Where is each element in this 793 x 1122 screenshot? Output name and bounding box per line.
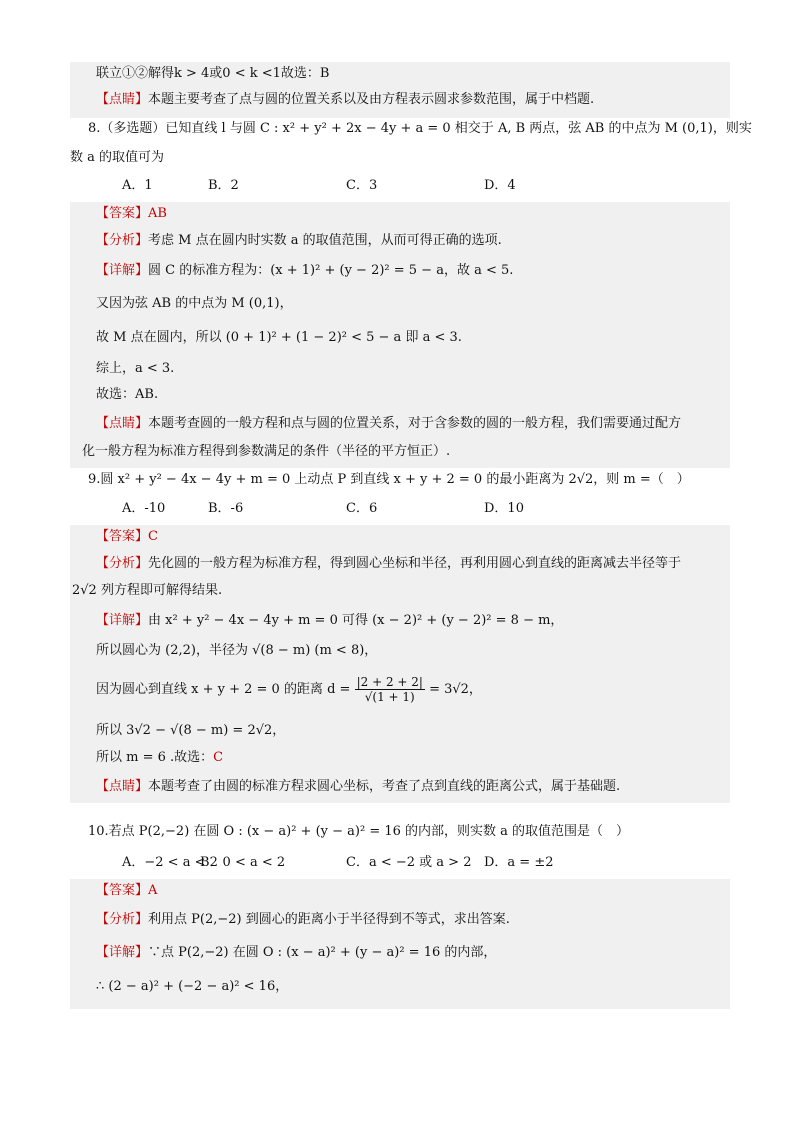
- q8-comment-line1: [96, 414, 681, 434]
- q8-detail-line5: 故选：AB.: [96, 387, 159, 402]
- q9-distance-text: 因为圆心到直线 x + y + 2 = 0 的距离 d =: [96, 682, 351, 697]
- analysis-tag: 【分析】: [96, 233, 149, 248]
- q9-analysis-line2: 2√2 列方程即可解得结果.: [72, 583, 223, 598]
- solve-conclusion: 联立①②解得k > 4或0 < k <1故选：B: [96, 66, 330, 81]
- q10-option-a: A．−2 < a < 2: [122, 855, 218, 870]
- q8-detail-line1: [96, 261, 513, 281]
- comment-tag: 【点睛】: [96, 779, 149, 794]
- prev-solution-block: [70, 62, 730, 118]
- q9-stem: 9.圆 x² + y² − 4x − 4y + m = 0 上动点 P 到直线 x + y + 2 = 0 的最小距离为 2√2，则 m =（ ）: [88, 472, 690, 487]
- q9-solution-block: [70, 525, 730, 803]
- answer-tag: 【答案】: [96, 206, 149, 221]
- q9-conclusion-answer: C: [213, 750, 224, 765]
- analysis-tag: 【分析】: [96, 912, 149, 927]
- detail-tag: 【详解】: [96, 945, 149, 960]
- q10-analysis-line: [96, 910, 510, 930]
- detail-tag: 【详解】: [96, 263, 149, 278]
- q8-detail-line2: 又因为弦 AB 的中点为 M (0,1)，: [96, 296, 293, 311]
- q9-detail-1: 由 x² + y² − 4x − 4y + m = 0 可得 (x − 2)² + (y − 2)² = 8 − m，: [148, 613, 564, 628]
- q8-option-a: A．1: [122, 178, 153, 193]
- q8-detail-line4: 综上，a < 3.: [96, 361, 175, 376]
- q8-comment-line2: 化一般方程为标准方程得到参数满足的条件（半径的平方恒正）.: [82, 444, 451, 459]
- comment-line: [96, 90, 594, 110]
- q10-detail-1: ∵点 P(2,−2) 在圆 O : (x − a)² + (y − a)² = 16 的内部，: [148, 945, 497, 960]
- fraction-numerator: |2 + 2 + 2|: [356, 675, 423, 689]
- q9-option-a: A．-10: [122, 501, 166, 516]
- q10-analysis: 利用点 P(2,−2) 到圆心的距离小于半径得到不等式，求出答案.: [148, 912, 510, 927]
- q9-option-d: D．10: [484, 501, 524, 516]
- q10-stem: 10.若点 P(2,−2) 在圆 O : (x − a)² + (y − a)² = 16 的内部，则实数 a 的取值范围是（ ）: [88, 824, 630, 839]
- q9-analysis-1: 先化圆的一般方程为标准方程，得到圆心坐标和半径，再利用圆心到直线的距离减去半径等于: [148, 556, 682, 571]
- answer-tag: 【答案】: [96, 529, 149, 544]
- q9-distance-result: = 3√2，: [429, 682, 482, 697]
- q10-option-d: D．a = ±2: [484, 855, 554, 870]
- q8-stem-line2: 数 a 的取值可为: [70, 150, 165, 165]
- q8-option-d: D．4: [484, 178, 516, 193]
- comment-tag: 【点睛】: [96, 416, 149, 431]
- q9-conclusion: 所以 m = 6 .故选：: [96, 750, 214, 765]
- q8-comment-1: 本题考查圆的一般方程和点与圆的位置关系，对于含参数的圆的一般方程，我们需要通过配方: [148, 416, 682, 431]
- q8-analysis-line: [96, 231, 502, 251]
- q8-solution-block: [70, 202, 730, 468]
- q10-detail-line2: ∴ (2 − a)² + (−2 − a)² < 16，: [96, 979, 289, 994]
- q9-option-b: B．-6: [208, 501, 244, 516]
- answer-tag: 【答案】: [96, 883, 149, 898]
- q9-analysis-line1: [96, 554, 681, 574]
- q9-option-c: C．6: [346, 501, 378, 516]
- q9-comment: 本题考查了由圆的标准方程求圆心坐标，考查了点到直线的距离公式，属于基础题.: [148, 779, 621, 794]
- q10-solution-block: [70, 879, 730, 1009]
- q10-answer: A: [148, 883, 158, 898]
- comment-tag: 【点睛】: [96, 92, 149, 107]
- q9-detail-line4: 所以 3√2 − √(8 − m) = 2√2，: [96, 723, 286, 738]
- q8-answer: AB: [148, 206, 167, 221]
- comment-text: 本题主要考查了点与圆的位置关系以及由方程表示圆求参数范围，属于中档题.: [148, 92, 595, 107]
- q9-detail-line2: 所以圆心为 (2,2)，半径为 √(8 − m) (m < 8)，: [96, 643, 378, 658]
- q8-answer-line: [96, 204, 167, 224]
- q9-detail-line5: [96, 748, 223, 768]
- q8-detail-line3: 故 M 点在圆内，所以 (0 + 1)² + (1 − 2)² < 5 − a 即 a < 3.: [96, 330, 462, 345]
- q8-analysis: 考虑 M 点在圆内时实数 a 的取值范围，从而可得正确的选项.: [148, 233, 502, 248]
- analysis-tag: 【分析】: [96, 556, 149, 571]
- q9-distance-fraction: [355, 675, 425, 704]
- fraction-denominator: √(1 + 1): [364, 690, 415, 704]
- q9-answer-line: [96, 527, 158, 547]
- q10-option-b: B．0 < a < 2: [200, 855, 286, 870]
- q9-detail-line3: [96, 673, 482, 707]
- q10-option-c: C．a < −2 或 a > 2: [346, 855, 472, 870]
- detail-tag: 【详解】: [96, 613, 149, 628]
- q10-answer-line: [96, 881, 157, 901]
- q8-option-c: C．3: [346, 178, 378, 193]
- q9-answer: C: [148, 529, 158, 544]
- q8-detail-1: 圆 C 的标准方程为：(x + 1)² + (y − 2)² = 5 − a，故 a < 5.: [148, 263, 514, 278]
- q8-option-b: B．2: [208, 178, 239, 193]
- q9-comment-line: [96, 777, 620, 797]
- q8-stem-line1: 8.（多选题）已知直线 l 与圆 C : x² + y² + 2x − 4y + a = 0 相交于 A, B 两点，弦 AB 的中点为 M (0,1)，则实: [88, 121, 752, 136]
- q9-detail-line1: [96, 611, 563, 631]
- q10-detail-line1: [96, 943, 496, 963]
